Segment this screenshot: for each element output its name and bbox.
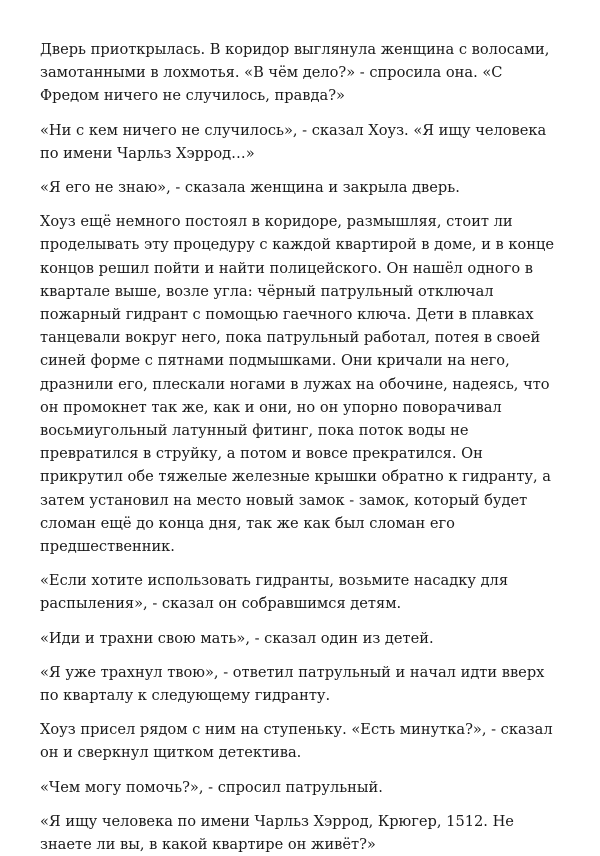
paragraph-6: «Иди и трахни свою мать», - сказал один из детей.	[40, 629, 434, 647]
paragraph-7: «Я уже трахнул твою», - ответил патрульный и начал идти вверх по кварталу к следующему гидранту.	[40, 663, 545, 705]
paragraph-1: Дверь приоткрылась. В коридор выглянула женщина с волосами, замотанными в лохмотья. «В чём дело?» - спросила она. «С Фредом ничего не случилось, правда?»	[40, 41, 550, 105]
paragraph-8: Хоуз присел рядом с ним на ступеньку. «Есть минутка?», - сказал он и сверкнул щитком детектива.	[40, 721, 553, 762]
paragraph-3: «Я его не знаю», - сказала женщина и закрыла дверь.	[40, 179, 460, 197]
paragraph-10: «Я ищу человека по имени Чарльз Хэррод, Крюгер, 1512. Не знаете ли вы, в какой квартире он живёт?»	[40, 812, 514, 854]
paragraph-2: «Ни с кем ничего не случилось», - сказал Хоуз. «Я ищу человека по имени Чарльз Хэррод…»	[40, 121, 547, 162]
paragraph-9: «Чем могу помочь?», - спросил патрульный.	[40, 778, 383, 796]
paragraph-4: Хоуз ещё немного постоял в коридоре, размышляя, стоит ли проделывать эту процедуру с каждой квартирой в доме, и в конце концов решил пойти и найти полицейского. Он нашёл одного в квартале выше, возле угла: чёрный патрульный отключал пожарный гидрант с помощью гаечного ключа. Дети в плавках танцевали вокруг него, пока патрульный работал, потея в своей синей форме с пятнами подмышками. Они кричали на него, дразнили его, плескали ногами в лужах на обочине, надеясь, что он промокнет так же, как и они, но он упорно поворачивал восьмиугольный латунный фитинг, пока поток воды не превратился в струйку, а потом и вовсе прекратился. Он прикрутил обе тяжелые железные крышки обратно к гидранту, а затем установил на место новый замок - замок, который будет сломан ещё до конца дня, так же как был сломан его предшественник.	[40, 213, 555, 556]
paragraph-5: «Если хотите использовать гидранты, возьмите насадку для распыления», - сказал он собравшимся детям.	[40, 572, 509, 613]
